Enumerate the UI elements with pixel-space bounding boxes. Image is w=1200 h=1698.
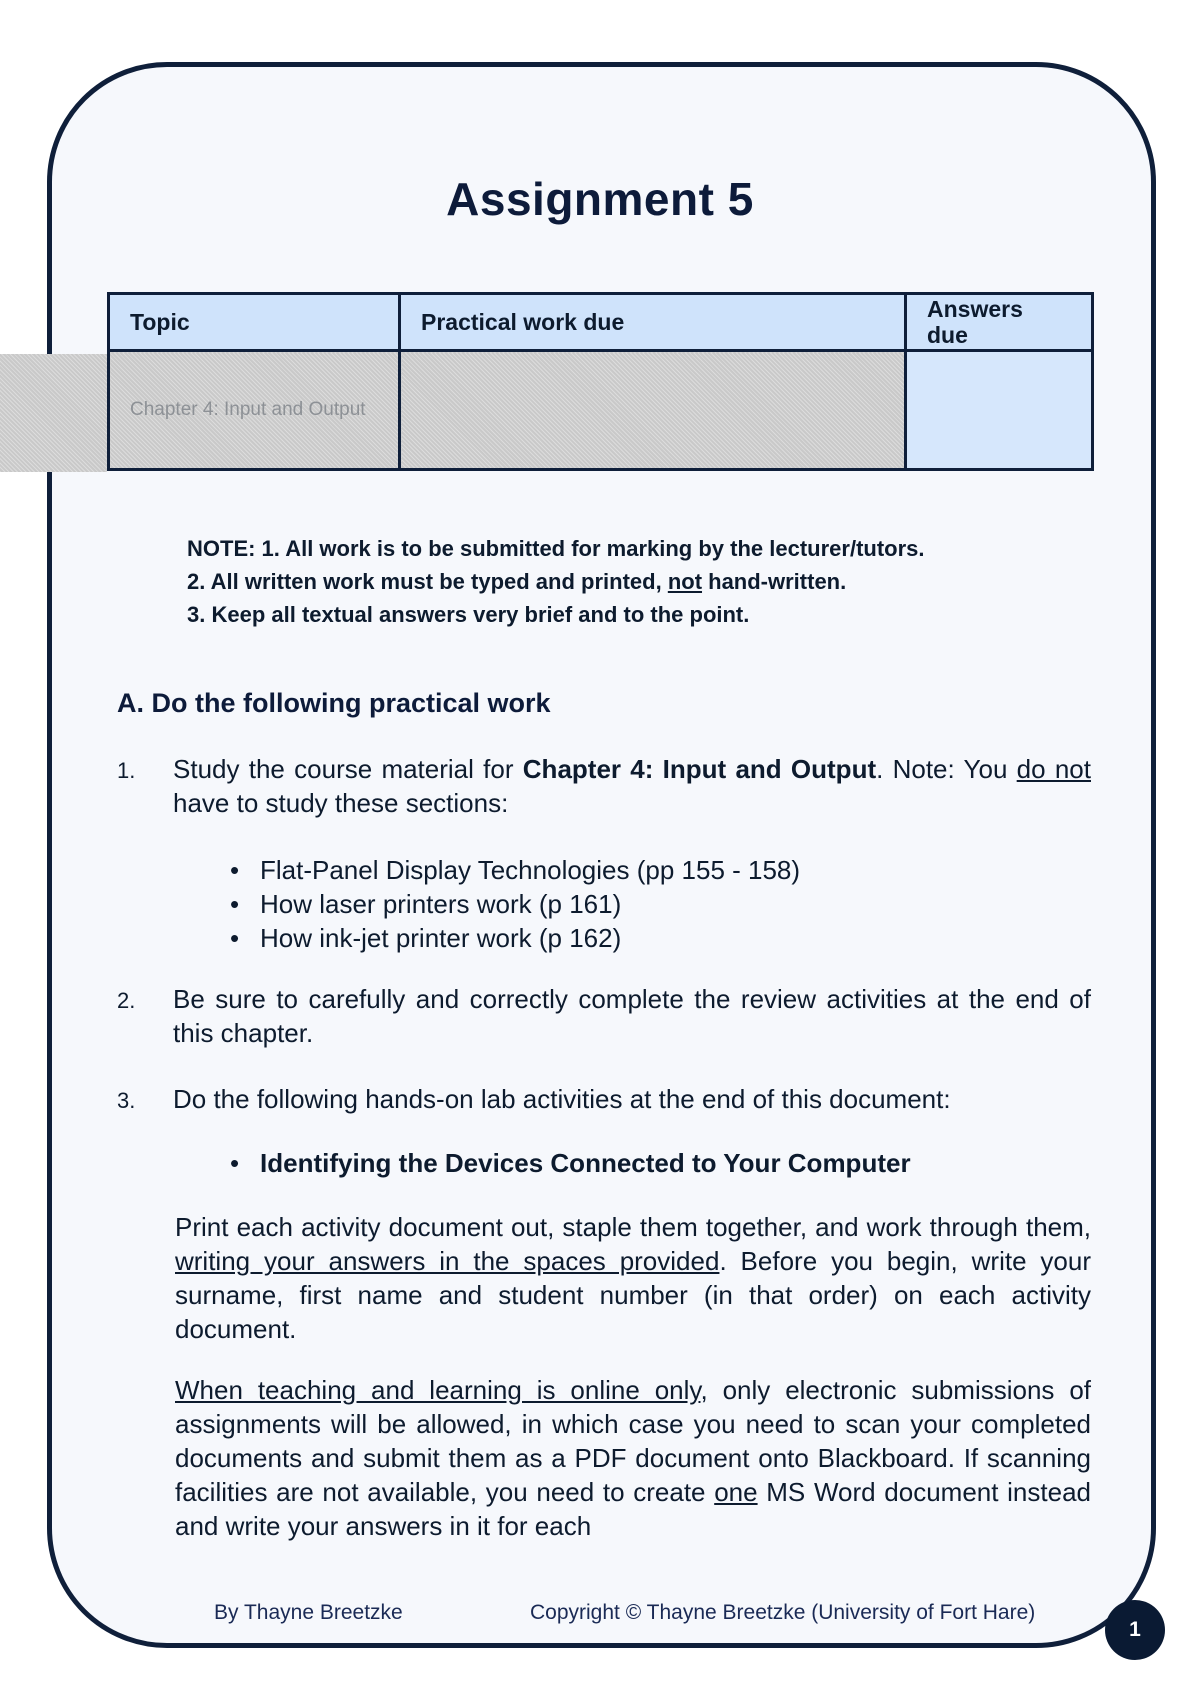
header-topic: Topic [109, 294, 400, 351]
table-header-row [109, 294, 1093, 351]
highlight-strip [0, 354, 107, 472]
list-item: • How laser printers work (p 161) [230, 889, 622, 919]
item-number: 1. [117, 758, 136, 783]
header-answers: Answers due [906, 294, 1093, 351]
footer-copyright: Copyright © Thayne Breetzke (University of Fort Hare) [530, 1601, 1036, 1624]
list-item: • How ink-jet printer work (p 162) [230, 923, 622, 953]
footer-author: By Thayne Breetzke [214, 1601, 403, 1624]
cell-topic: Chapter 4: Input and Output [109, 351, 400, 470]
item-number: 3. [117, 1088, 136, 1113]
header-practical: Practical work due [400, 294, 906, 351]
list-item: • Flat-Panel Display Technologies (pp 155 - 158) [230, 855, 801, 885]
item-3-text: Do the following hands-on lab activities at the end of this document: [173, 1084, 951, 1114]
instructions-paragraph: Print each activity document out, staple them together, and work through them, writing your answers in the spaces provided. Before you begin, write your surname, first name and student number (in that order) on each activity document. [175, 1212, 1092, 1344]
page-number: 1 [1105, 1600, 1165, 1660]
item-2-text: Be sure to carefully and correctly complete the review activities at the end of this chapter. [173, 984, 1091, 1048]
item-number: 2. [117, 988, 136, 1013]
schedule-table [107, 292, 1094, 471]
list-item: • Identifying the Devices Connected to Your Computer [230, 1148, 911, 1178]
item-1-bullets [230, 853, 800, 955]
note-line-1: NOTE: 1. All work is to be submitted for marking by the lecturer/tutors. [187, 536, 925, 561]
item-3-bullet [230, 1146, 911, 1180]
note-line-3: 3. Keep all textual answers very brief and to the point. [187, 602, 750, 627]
section-heading: A. Do the following practical work [117, 688, 551, 718]
online-submission-paragraph: When teaching and learning is online only, only electronic submissions of assignments will be allowed, in which case you need to scan your completed documents and submit them as a PDF document onto Blackboard. If scanning facilities are not available, you need to create one MS Word document instead and write your answers in it for each [175, 1375, 1092, 1541]
cell-practical [400, 351, 906, 470]
page-title: Assignment 5 [446, 173, 754, 225]
table-row [109, 351, 1093, 470]
item-1-text: Study the course material for Chapter 4: Input and Output. Note: You do not have to study these sections: [173, 754, 1091, 818]
cell-answers [906, 351, 1093, 470]
note-line-2: 2. All written work must be typed and printed, not hand-written. [187, 569, 847, 594]
note-block [187, 532, 925, 631]
